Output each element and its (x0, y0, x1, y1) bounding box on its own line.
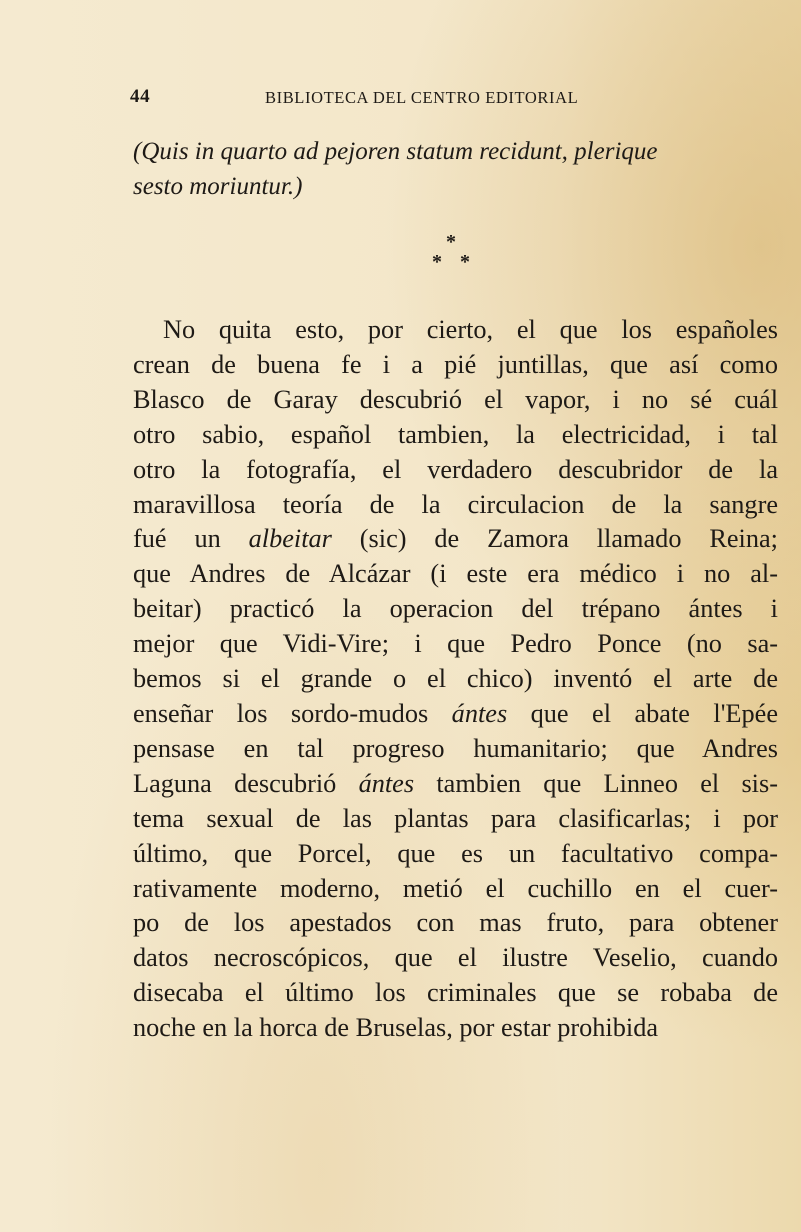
text-line (133, 837, 778, 872)
asterism (432, 232, 482, 280)
text-run: disecaba el último los criminales que se robaba de (133, 978, 778, 1008)
text-line (133, 627, 778, 662)
text-run: noche en la horca de Bruselas, por estar prohibida (133, 1013, 659, 1043)
text-run: Laguna descubrió (133, 768, 359, 798)
asterisk: * (446, 231, 456, 253)
text-run: mejor que Vidi-Vire; i que Pedro Ponce (no sa- (133, 629, 778, 659)
text-run: (sic) de Zamora llamado Reina; (331, 524, 778, 554)
quote-line: (Quis in quarto ad pejoren statum recidunt, plerique (133, 138, 658, 165)
text-line (133, 313, 778, 348)
text-run: No quita esto, por cierto, el que los españoles (163, 315, 778, 344)
text-run: que el abate l'Epée (507, 698, 778, 728)
text-line (133, 453, 778, 488)
text-line (133, 976, 778, 1011)
text-line (133, 697, 778, 732)
text-line (133, 941, 778, 976)
text-line (133, 522, 778, 557)
asterisk: * (460, 251, 470, 273)
text-run: pensase en tal progreso humanitario; que Andres (133, 733, 778, 763)
text-run: tema sexual de las plantas para clasificarlas; i por (133, 803, 778, 833)
text-run: tambien que Linneo el sis- (414, 768, 778, 798)
text-run: crean de buena fe i a pié juntillas, que así como (133, 349, 778, 379)
text-run: que Andres de Alcázar (i este era médico i no al- (133, 559, 778, 589)
text-run: rativamente moderno, metió el cuchillo en el cuer- (133, 873, 778, 903)
text-line (133, 872, 778, 907)
text-line (133, 802, 778, 837)
text-line (133, 767, 778, 802)
text-run: fué un (133, 524, 249, 554)
text-line (133, 662, 778, 697)
text-line (133, 592, 778, 627)
text-line (133, 348, 778, 383)
asterisk: * (432, 251, 442, 273)
italic-run: albeitar (248, 524, 332, 554)
italic-run: ántes (358, 768, 415, 798)
text-line (133, 383, 778, 418)
text-line (133, 418, 778, 453)
text-run: otro sabio, español tambien, la electricidad, i tal (133, 419, 778, 449)
text-run: bemos si el grande o el chico) inventó el arte de (133, 664, 778, 694)
running-title: BIBLIOTECA DEL CENTRO EDITORIAL (265, 88, 579, 107)
text-run: maravillosa teoría de la circulacion de la sangre (133, 489, 778, 519)
text-run: Blasco de Garay descubrió el vapor, i no sé cuál (133, 384, 778, 414)
text-run: enseñar los sordo-mudos (133, 698, 452, 728)
text-run: otro la fotografía, el verdadero descubridor de la (133, 454, 778, 484)
page-number: 44 (130, 86, 151, 107)
text-run: último, que Porcel, que es un facultativo compa- (133, 838, 778, 868)
latin-quote (133, 134, 773, 204)
body-paragraph (133, 313, 778, 1046)
quote-line: sesto moriuntur.) (133, 173, 303, 200)
italic-run: ántes (451, 698, 508, 728)
text-run: datos necroscópicos, que el ilustre Veselio, cuando (133, 943, 778, 973)
text-line (133, 732, 778, 767)
text-run: po de los apestados con mas fruto, para obtener (133, 908, 778, 938)
text-line (133, 1011, 778, 1046)
text-line (133, 488, 778, 523)
running-head (130, 86, 770, 110)
text-line (133, 557, 778, 592)
text-run: beitar) practicó la operacion del trépano ántes i (133, 594, 778, 624)
text-line (133, 906, 778, 941)
